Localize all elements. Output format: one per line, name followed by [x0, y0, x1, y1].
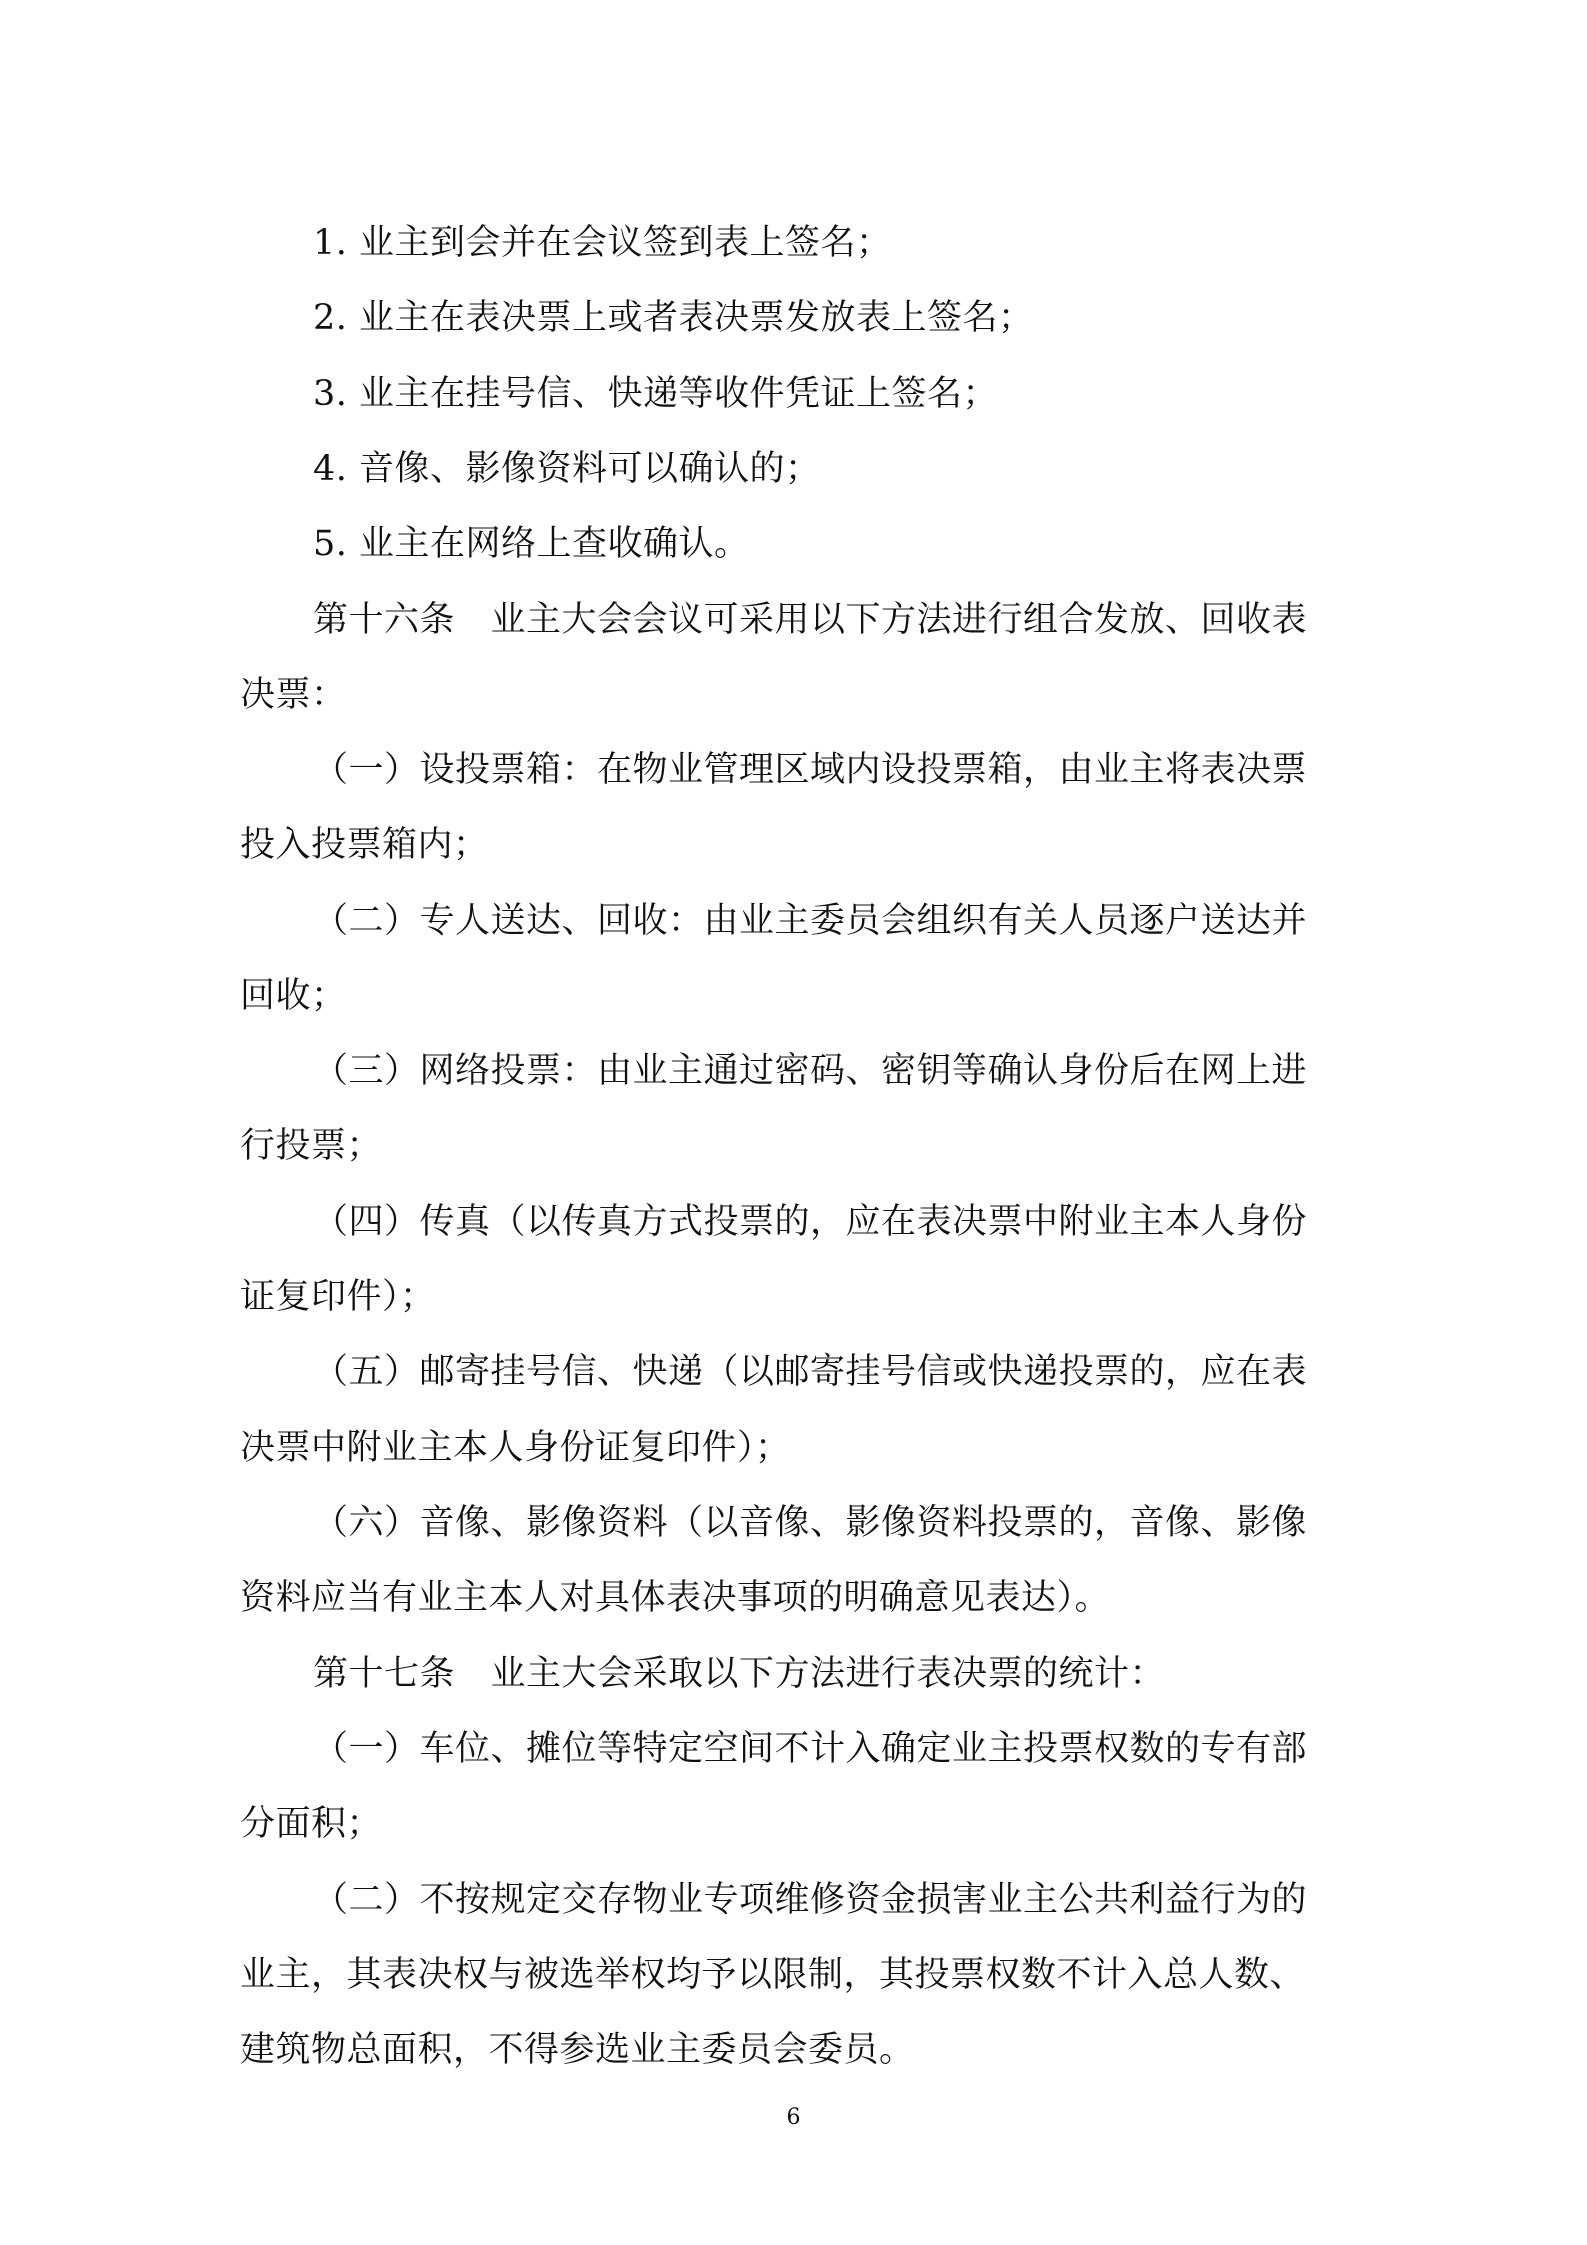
- text-line-item-5: 5. 业主在网络上查收确认。: [313, 524, 750, 564]
- method-2-line-2: 回收；: [240, 976, 347, 1016]
- method-3-line-2: 行投票；: [240, 1126, 383, 1166]
- rule-1-line-1: （一）车位、摊位等特定空间不计入确定业主投票权数的专有部: [313, 1729, 1308, 1769]
- method-6-line-1: （六）音像、影像资料（以音像、影像资料投票的，音像、影像: [313, 1503, 1308, 1543]
- method-2-line-1: （二）专人送达、回收：由业主委员会组织有关人员逐户送达并: [313, 901, 1308, 941]
- method-5-line-2: 决票中附业主本人身份证复印件）；: [240, 1428, 791, 1468]
- method-6-line-2: 资料应当有业主本人对具体表决事项的明确意见表达）。: [240, 1578, 1111, 1618]
- rule-1-line-2: 分面积；: [240, 1804, 383, 1844]
- article-17-heading: 第十七条 业主大会采取以下方法进行表决票的统计：: [313, 1654, 1166, 1694]
- rule-2-line-1: （二）不按规定交存物业专项维修资金损害业主公共利益行为的: [313, 1880, 1308, 1920]
- article-16-heading: 第十六条 业主大会会议可采用以下方法进行组合发放、回收表: [313, 600, 1308, 640]
- method-1-line-1: （一）设投票箱：在物业管理区域内设投票箱，由业主将表决票: [313, 750, 1308, 790]
- method-4-line-1: （四）传真（以传真方式投票的，应在表决票中附业主本人身份: [313, 1202, 1308, 1242]
- method-4-line-2: 证复印件）；: [240, 1277, 436, 1317]
- method-5-line-1: （五）邮寄挂号信、快递（以邮寄挂号信或快递投票的，应在表: [313, 1352, 1308, 1392]
- text-line-item-4: 4. 音像、影像资料可以确认的；: [313, 449, 821, 489]
- text-line-item-1: 1. 业主到会并在会议签到表上签名；: [313, 223, 892, 263]
- page-number: 6: [786, 2105, 801, 2130]
- method-3-line-1: （三）网络投票：由业主通过密码、密钥等确认身份后在网上进: [313, 1051, 1308, 1091]
- text-line-item-2: 2. 业主在表决票上或者表决票发放表上签名；: [313, 298, 1034, 338]
- rule-2-line-3: 建筑物总面积，不得参选业主委员会委员。: [240, 2030, 915, 2070]
- text-line-item-3: 3. 业主在挂号信、快递等收件凭证上签名；: [313, 374, 999, 414]
- method-1-line-2: 投入投票箱内；: [240, 825, 489, 865]
- article-16-continuation: 决票：: [240, 675, 347, 715]
- rule-2-line-2: 业主，其表决权与被选举权均予以限制，其投票权数不计入总人数、: [240, 1955, 1306, 1995]
